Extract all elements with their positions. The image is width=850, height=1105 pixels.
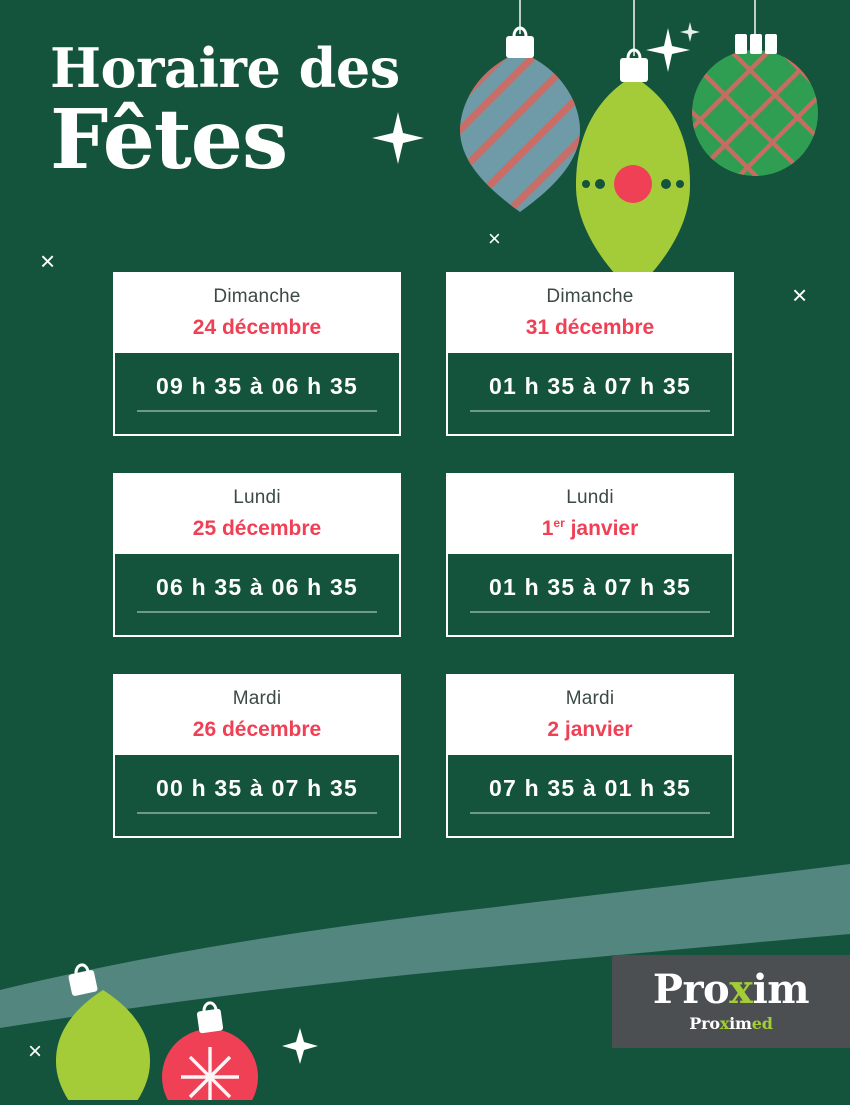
- schedule-hours: 01 h 35 à 07 h 35: [470, 574, 710, 613]
- poster-title: [50, 36, 400, 188]
- brand-pre: Pro: [652, 966, 730, 1013]
- schedule-card: [113, 473, 401, 637]
- schedule-hours: 01 h 35 à 07 h 35: [470, 373, 710, 412]
- schedule-hours: 06 h 35 à 06 h 35: [137, 574, 377, 613]
- ornament-green-bottom: [56, 965, 150, 1100]
- schedule-card-header: [115, 274, 399, 353]
- schedule-card: [446, 272, 734, 436]
- schedule-date-ordinal: er: [553, 515, 565, 530]
- schedule-card: [113, 674, 401, 838]
- schedule-date: 26 décembre: [192, 717, 322, 741]
- schedule-day: Lundi: [566, 486, 614, 508]
- brand-logo-subwordmark: [689, 1014, 772, 1033]
- schedule-date: 31 décembre: [525, 315, 655, 339]
- schedule-date: 2 janvier: [547, 717, 633, 741]
- schedule-hours: 07 h 35 à 01 h 35: [470, 775, 710, 814]
- schedule-card-body: [448, 554, 732, 635]
- brand-sub-x-icon: x: [719, 1014, 730, 1033]
- schedule-day: Mardi: [565, 687, 615, 709]
- schedule-card-header: [448, 274, 732, 353]
- brand-sub-end: ed: [751, 1014, 773, 1033]
- schedule-card-header: [448, 676, 732, 755]
- schedule-hours: 09 h 35 à 06 h 35: [137, 373, 377, 412]
- title-line-2: Fêtes: [50, 91, 288, 188]
- sparkle-icon-bottom: [282, 1028, 318, 1064]
- schedule-hours: 00 h 35 à 07 h 35: [137, 775, 377, 814]
- schedule-day: Dimanche: [213, 286, 301, 307]
- brand-x-icon: x: [729, 966, 753, 1013]
- schedule-card-body: [448, 755, 732, 836]
- schedule-date-month: janvier: [564, 516, 639, 540]
- brand-logo-wordmark: [652, 966, 810, 1013]
- schedule-card-body: [115, 554, 399, 635]
- schedule-date: [458, 516, 722, 541]
- ornament-red-bottom: [162, 1003, 258, 1100]
- schedule-day: Dimanche: [546, 286, 634, 307]
- brand-logo: [612, 955, 850, 1048]
- schedule-card: [446, 674, 734, 838]
- schedule-day: Mardi: [232, 687, 282, 709]
- x-mark-icon-right: ×: [792, 280, 808, 310]
- schedule-grid: [113, 272, 738, 838]
- schedule-date-number: 1: [541, 516, 554, 540]
- brand-sub-mid: im: [729, 1014, 752, 1033]
- schedule-card-body: [448, 353, 732, 434]
- schedule-card: [446, 473, 734, 637]
- schedule-card-header: [115, 475, 399, 554]
- schedule-card-body: [115, 353, 399, 434]
- brand-post: im: [752, 966, 810, 1013]
- brand-sub-pre: Pro: [689, 1014, 720, 1033]
- schedule-card-header: [448, 475, 732, 554]
- schedule-date: 24 décembre: [192, 315, 322, 339]
- x-mark-icon-left: ×: [40, 246, 56, 276]
- schedule-day: Lundi: [233, 486, 281, 508]
- title-line-1: Horaire des: [50, 36, 400, 100]
- schedule-card: [113, 272, 401, 436]
- schedule-card-header: [115, 676, 399, 755]
- ornament-cluster-bottom: [0, 880, 330, 1100]
- schedule-card-body: [115, 755, 399, 836]
- schedule-date: 25 décembre: [192, 516, 322, 540]
- x-mark-icon-bottom: ×: [28, 1038, 43, 1065]
- ornament-green-center: [576, 50, 690, 292]
- x-mark-icon-mid: ×: [488, 226, 501, 251]
- sparkle-icon-top: [646, 22, 700, 72]
